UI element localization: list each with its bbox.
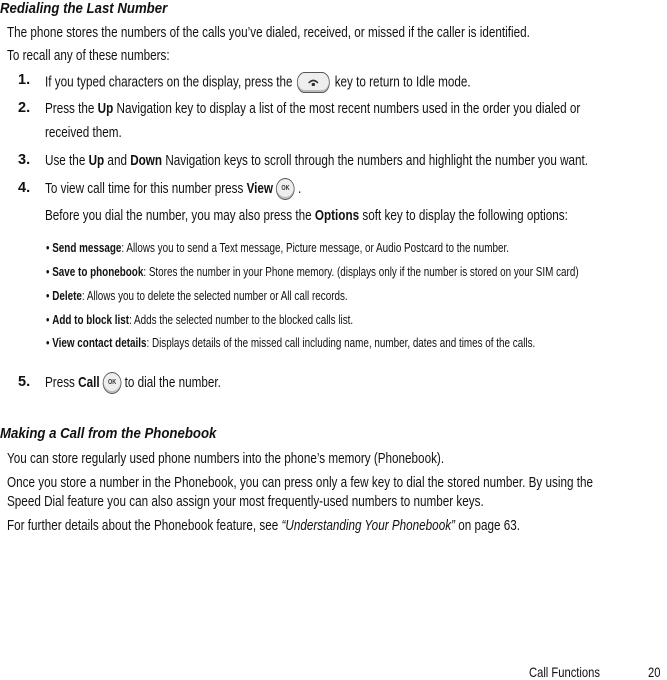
- step-4: To view call time for this number press View OK .: [45, 178, 374, 200]
- end-key-icon: [297, 72, 330, 93]
- phonebook-paragraph-2-continued: Speed Dial feature you can also assign your most frequently-used numbers to number keys.: [7, 493, 484, 510]
- step-2-continued: received them.: [45, 124, 122, 141]
- step-1: If you typed characters on the display, press the key to return to Idle mode.: [45, 72, 591, 93]
- step-number-5: 5.: [18, 374, 31, 390]
- phonebook-paragraph-2: Once you store a number in the Phonebook, you can press only a few key to dial the stored number. By using the: [7, 474, 593, 491]
- intro-paragraph: The phone stores the numbers of the calls you’ve dialed, received, or missed if the caller is identified.: [7, 24, 530, 41]
- ok-key-icon: OK: [103, 372, 122, 394]
- option-view-contact-details: • View contact details: Displays details of the missed call including name, number, dates and times of the calls.: [46, 335, 536, 350]
- step-number-3: 3.: [18, 152, 31, 168]
- footer-page-number: 20: [648, 664, 661, 680]
- ok-key-icon: OK: [276, 178, 295, 200]
- option-send-message: • Send message: Allows you to send a Text message, Picture message, or Audio Postcard to the number.: [46, 240, 509, 255]
- cross-reference-link: “Understanding Your Phonebook”: [281, 517, 455, 534]
- phonebook-paragraph-1: You can store regularly used phone numbers into the phone’s memory (Phonebook).: [7, 450, 445, 467]
- option-delete: • Delete: Allows you to delete the selected number or All call records.: [46, 288, 348, 303]
- step-number-4: 4.: [18, 180, 31, 196]
- recall-prompt: To recall any of these numbers:: [7, 47, 170, 64]
- phonebook-paragraph-3: For further details about the Phonebook feature, see “Understanding Your Phonebook” on page 63.: [7, 517, 521, 534]
- section-heading-phonebook: Making a Call from the Phonebook: [0, 425, 217, 442]
- step-number-1: 1.: [18, 72, 31, 88]
- options-intro: Before you dial the number, you may also press the Options soft key to display the following options:: [45, 207, 568, 224]
- option-add-to-block-list: • Add to block list: Adds the selected number to the blocked calls list.: [46, 312, 354, 327]
- footer-chapter: Call Functions: [529, 664, 600, 680]
- step-3: Use the Up and Down Navigation keys to scroll through the numbers and highlight the number you want.: [45, 152, 589, 169]
- option-save-to-phonebook: • Save to phonebook: Stores the number in your Phone memory. (displays only if the number is stored on your SIM card): [46, 264, 579, 279]
- step-2: Press the Up Navigation key to display a list of the most recent numbers used in the order you dialed or: [45, 100, 581, 117]
- step-5: Press Call OK to dial the number.: [45, 372, 270, 394]
- step-number-2: 2.: [18, 100, 31, 116]
- section-heading-redialing: Redialing the Last Number: [0, 0, 168, 17]
